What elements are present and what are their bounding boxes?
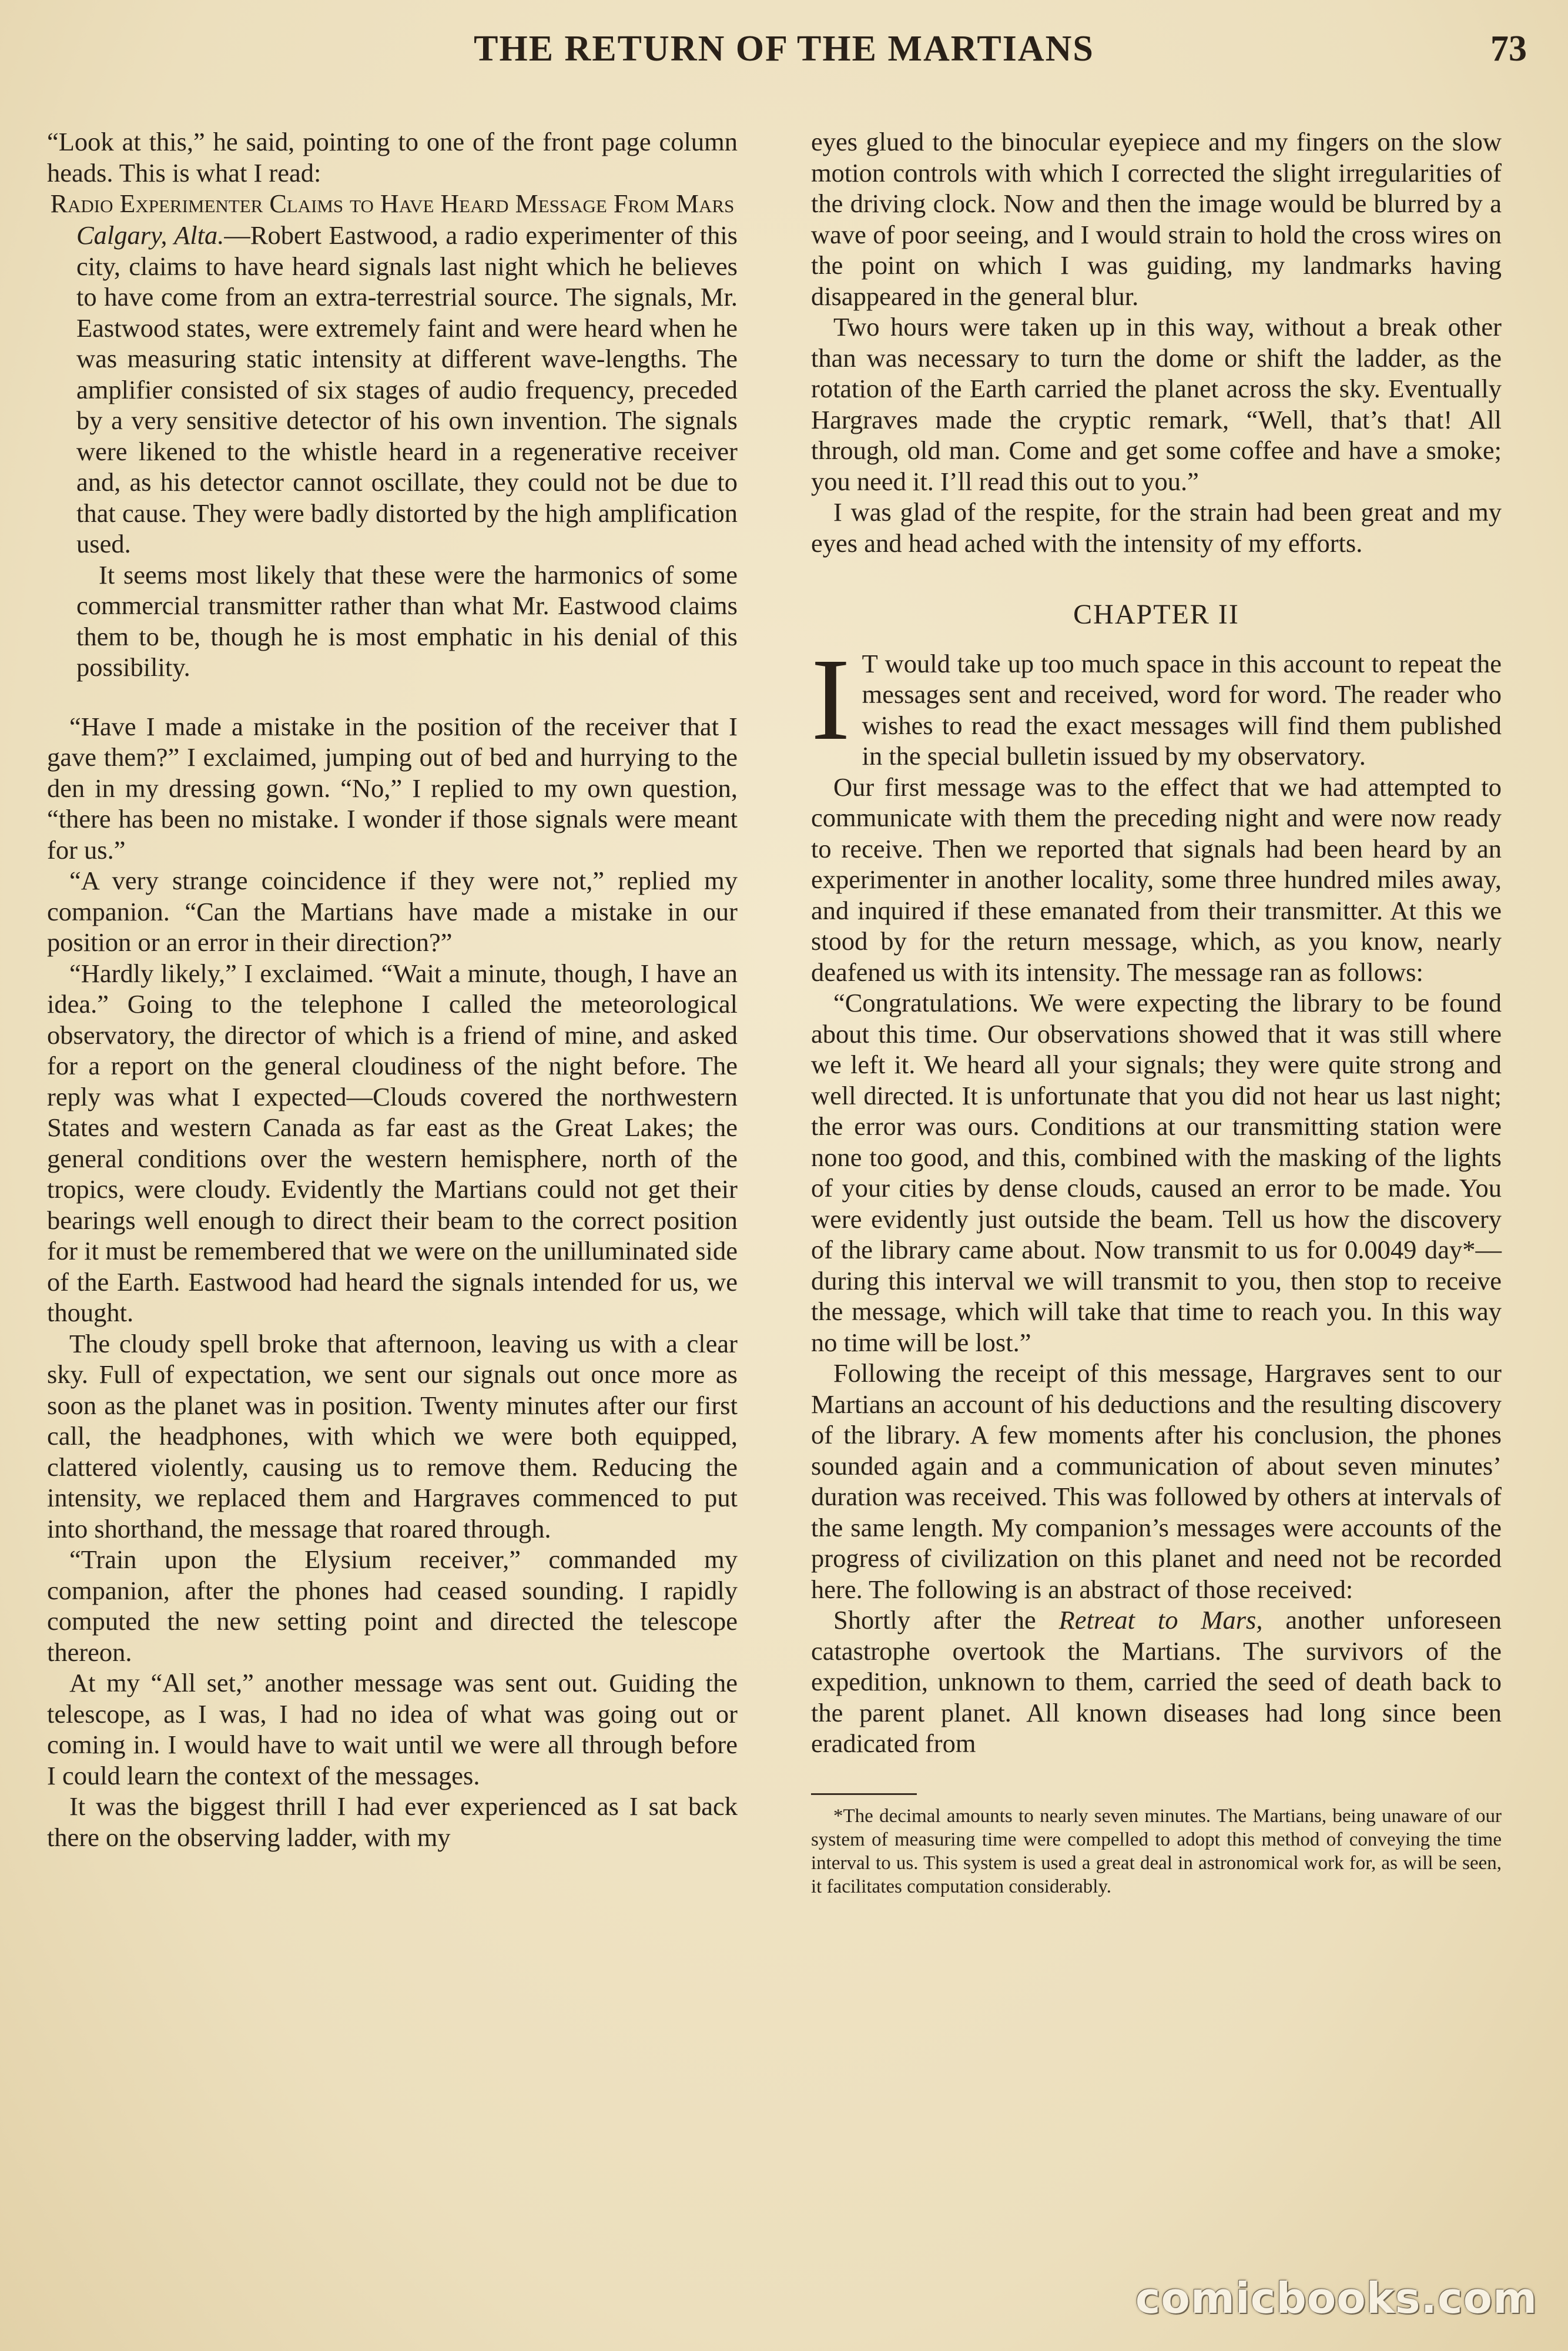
footnote-rule xyxy=(811,1793,917,1795)
news-clipping-paragraph xyxy=(47,220,738,560)
paragraph xyxy=(811,1605,1502,1759)
paragraph: “A very strange coincidence if they were not,” replied my companion. “Can the Martians have made a mistake in our position or an error in their direction?” xyxy=(47,866,738,957)
paragraph: “Have I made a mistake in the position of the receiver that I gave them?” I exclaimed, jumping out of bed and hurrying to the den in my dressing gown. “No,” I replied to my own question, “there has been no mistake. I wonder if those signals were meant for us.” xyxy=(47,711,738,865)
paragraph: Our first message was to the effect that we had attempted to communicate with them the preceding night and were now ready to receive. Then we reported that signals had been heard by an experimenter in another locality, some three hundred miles away, and inquired if these emanated from their transmitter. At this we stood by for the return message, which, as you know, nearly deafened us with its intensity. The message ran as follows: xyxy=(811,772,1502,987)
page-number: 73 xyxy=(1490,29,1527,69)
news-clipping-paragraph: It seems most likely that these were the harmonics of some commercial transmitter rather than what Mr. Eastwood claims them to be, though he is most emphatic in his denial of this possibility. xyxy=(76,560,738,682)
paragraph: “Look at this,” he said, pointing to one of the front page column heads. This is what I read: xyxy=(47,127,738,187)
site-watermark: comicbooks.com xyxy=(1135,2273,1537,2323)
left-column xyxy=(47,126,738,1853)
paragraph: eyes glued to the binocular eyepiece and my fingers on the slow motion controls with which I corrected the slight irregularities of the driving clock. Now and then the image would be blurred by a wave of poor seeing, and I would strain to hold the cross wires on the point on which I was guiding, my landmarks having disappeared in the general blur. xyxy=(811,127,1502,311)
text-run: another unforeseen catastrophe overtook the Martians. The survivors of the expedition, unknown to them, carried the seed of death back to the parent planet. All known diseases had long since been eradicated from xyxy=(811,1605,1502,1758)
drop-cap: I xyxy=(811,634,850,765)
paragraph: “Congratulations. We were expecting the library to be found about this time. Our observations showed that it was still where we left it. We heard all your signals; they were quite strong and well directed. It is unfortunate that you did not hear us last night; the error was ours. Conditions at our transmitting station were none too good, and this, combined with the masking of the lights of your cities by dense clouds, caused an error to be made. You were evidently just outside the beam. Tell us how the discovery of the library came about. Now transmit to us for 0.0049 day*—during this interval we will transmit to you, then stop to receive the message, which will take that time to reach you. In this way no time will be lost.” xyxy=(811,988,1502,1357)
paragraph: The cloudy spell broke that afternoon, leaving us with a clear sky. Full of expectation, we sent our signals out once more as soon as the planet was in position. Twenty minutes after our first call, the headphones, with which we were both equipped, clattered violently, causing us to remove them. Reducing the intensity, we replaced them and Hargraves commenced to put into shorthand, the message that roared through. xyxy=(47,1328,738,1543)
paragraph: I was glad of the respite, for the strain had been great and my eyes and head ached with the intensity of my efforts. xyxy=(811,497,1502,558)
paragraph: “Hardly likely,” I exclaimed. “Wait a minute, though, I have an idea.” Going to the telephone I called the meteorological observatory, the director of which is a friend of mine, and asked for a report on the general cloudiness of the night before. The reply was what I expected—Clouds covered the northwestern States and western Canada as far east as the Great Lakes; the general conditions over the western hemisphere, north of the tropics, were cloudy. Evidently the Martians could not get their bearings well enough to direct their beam to the correct position for it must be remembered that we were on the unilluminated side of the Earth. Eastwood had heard the signals intended for us, we thought. xyxy=(47,958,738,1327)
italic-title: Retreat to Mars, xyxy=(1058,1605,1263,1635)
paragraph: It was the biggest thrill I had ever experienced as I sat back there on the observing ladder, with my xyxy=(47,1791,738,1852)
dateline: Calgary, Alta. xyxy=(76,220,225,250)
right-column xyxy=(811,126,1502,1898)
footnote: *The decimal amounts to nearly seven minutes. The Martians, being unaware of our system of measuring time were compelled to adopt this method of conveying the time interval to us. This system is used a great deal in astronomical work for, as will be seen, it facilitates computation considerably. xyxy=(811,1805,1502,1897)
paragraph: Two hours were taken up in this way, without a break other than was necessary to turn the dome or shift the ladder, as the rotation of the Earth carried the planet across the sky. Eventually Hargraves made the cryptic remark, “Well, that’s that! All through, old man. Come and get some coffee and have a smoke; you need it. I’ll read this out to you.” xyxy=(811,312,1502,496)
text-run: Shortly after the xyxy=(833,1605,1059,1635)
opening-text: would take up too much space in this account to repeat the messages sent and received, word for word. The reader who wishes to read the exact messages will find them published in the special bulletin issued by my observatory. xyxy=(862,648,1502,771)
clipping-text: —Robert Eastwood, a radio experimenter of this city, claims to have heard signals last night which he believes to have come from an extra-terrestrial source. The signals, Mr. Eastwood states, were extremely faint and were heard when he was measuring static intensity at different wave-lengths. The amplifier consisted of six stages of audio frequency, preceded by a very sensitive detector of his own invention. The signals were likened to the whistle heard in a regenerative receiver and, as his detector cannot oscillate, they could not be due to that cause. They were badly distorted by the high amplification used. xyxy=(76,220,738,558)
running-title: THE RETURN OF THE MARTIANS xyxy=(474,29,1094,69)
newspaper-headline: Radio Experimenter Claims to Have Heard Message From Mars xyxy=(50,189,735,218)
chapter-opening-paragraph xyxy=(811,634,1502,772)
paragraph: Following the receipt of this message, Hargraves sent to our Martians an account of his deductions and the resulting discovery of the library. A few moments after his conclusion, the phones sounded again and a communication of about seven minutes’ duration was received. This was followed by others at intervals of the same length. My companion’s messages were accounts of the progress of civilization on this planet and need not be recorded here. The following is an abstract of those received: xyxy=(811,1358,1502,1604)
paragraph: “Train upon the Elysium receiver,” commanded my companion, after the phones had ceased sounding. I rapidly computed the new setting point and directed the telescope thereon. xyxy=(47,1545,738,1667)
chapter-heading: CHAPTER II xyxy=(1073,599,1239,630)
paragraph: At my “All set,” another message was sent out. Guiding the telescope, as I was, I had no idea of what was going out or coming in. I would have to wait until we were all through before I could learn the context of the messages. xyxy=(47,1668,738,1790)
first-letters: T xyxy=(862,648,878,678)
